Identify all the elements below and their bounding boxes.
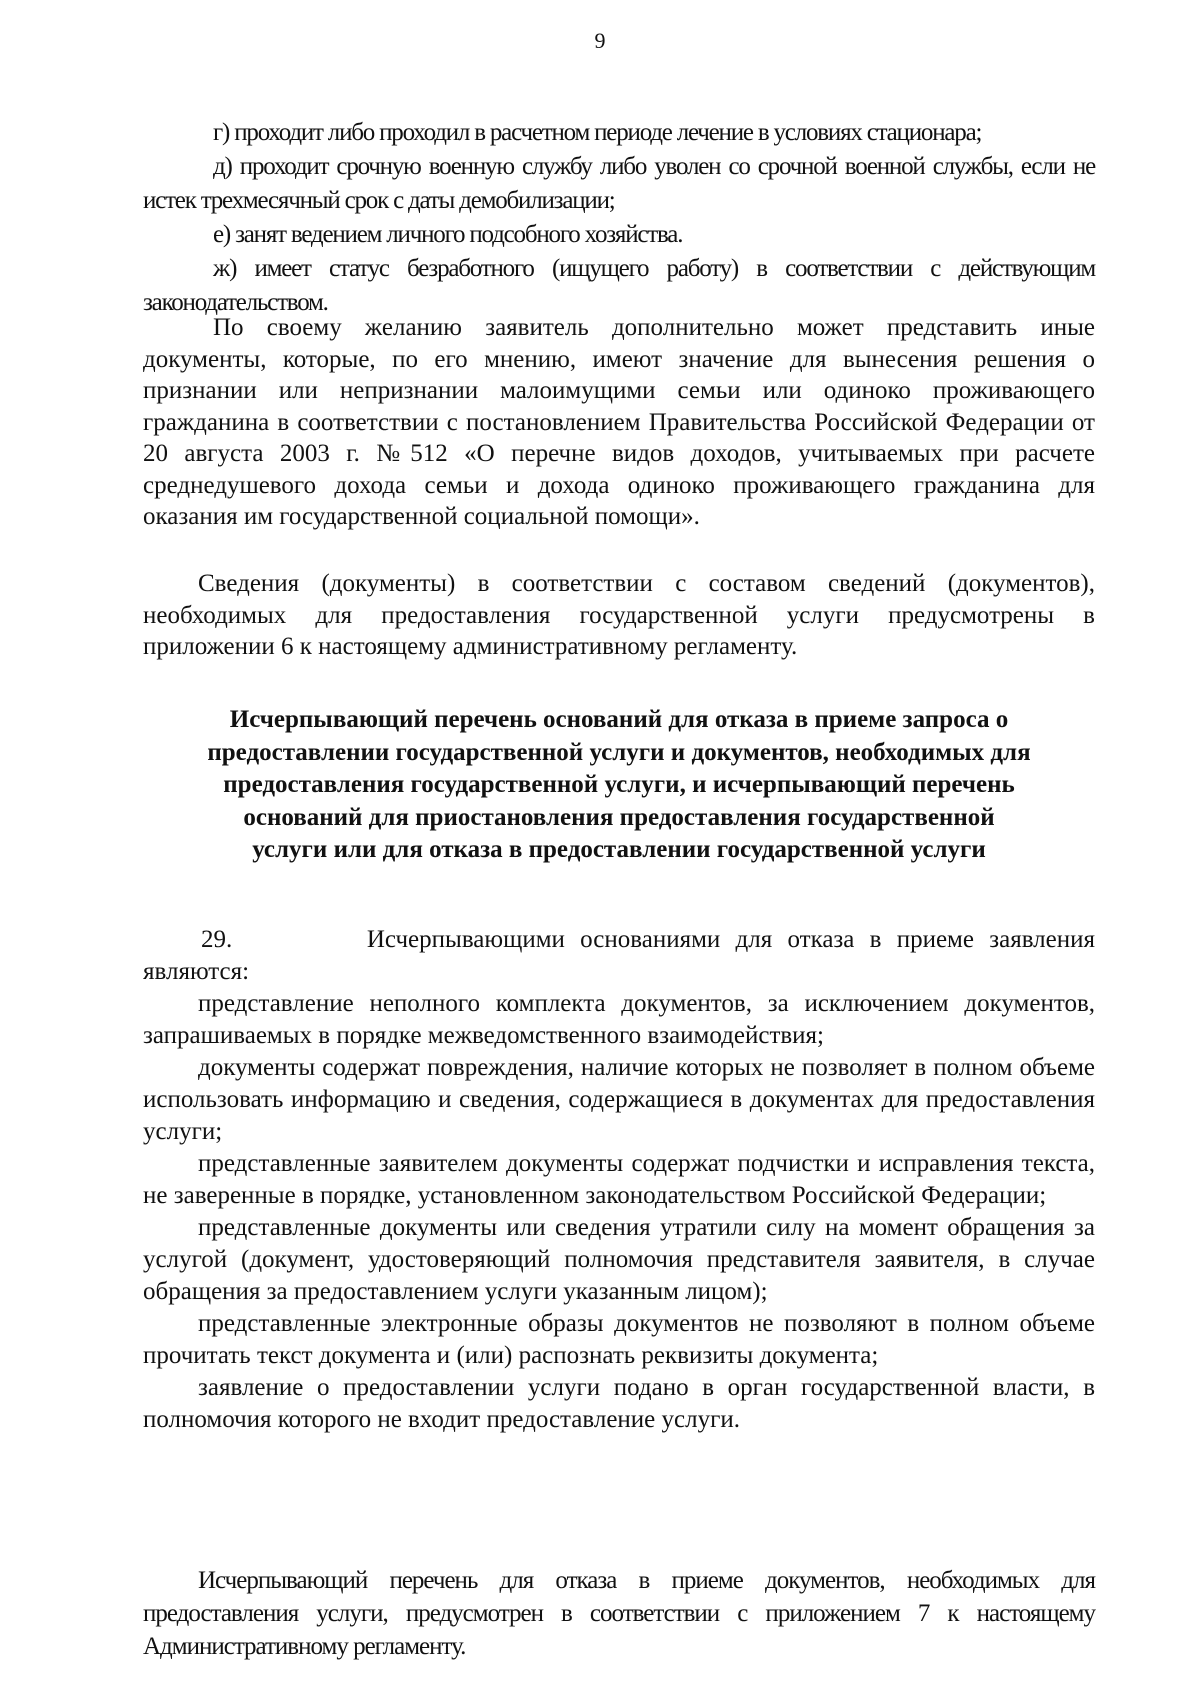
heading-line: Исчерпывающий перечень оснований для отказа в приеме запроса о: [229, 706, 1009, 733]
paragraph: По своему желанию заявитель дополнительно может представить иные документы, которые, по его мнению, имеют значение для вынесения решения о признании или непризнании малоимущими семьи или одиноко проживающего гражданина в соответствии с постановлением Правительства Российской Федерации от 20 августа 2003 г. №512 «О перечне видов доходов, учитываемых при расчете среднедушевого дохода семьи и дохода одиноко проживающего гражданина для оказания им государственной социальной помощи».: [143, 314, 1095, 530]
page-number: 9: [594, 28, 606, 53]
appendix-6-paragraph: [143, 568, 1095, 663]
ground-item: документы содержат повреждения, наличие которых не позволяет в полном объеме использовать информацию и сведения, содержащиеся в документах для предоставления услуги;: [143, 1054, 1095, 1145]
paragraph: Сведения (документы) в соответствии с составом сведений (документов), необходимых для предоставления государственной услуги предусмотрены в приложении 6 к настоящему административному регламенту.: [143, 570, 1095, 660]
section-heading: [143, 704, 1095, 867]
ground-item: представленные заявителем документы содержат подчистки и исправления текста, не заверенные в порядке, установленном законодательством Российской Федерации;: [143, 1150, 1095, 1209]
list-item: г) проходит либо проходил в расчетном периоде лечение в условиях стационара;: [213, 119, 982, 146]
list-item: е) занят ведением личного подсобного хозяйства.: [213, 221, 683, 248]
heading-line: услуги или для отказа в предоставлении государственной услуги: [252, 836, 986, 863]
ground-item: представленные электронные образы документов не позволяют в полном объеме прочитать текст документа и (или) распознать реквизиты документа;: [143, 1310, 1095, 1369]
heading-line: предоставления государственной услуги, и исчерпывающий перечень: [223, 771, 1015, 798]
clause-lead-text: Исчерпывающими основаниями для отказа в приеме заявления: [366, 926, 1095, 953]
optional-documents-paragraph: [143, 312, 1095, 533]
clause-lead: [143, 924, 1095, 956]
closing-paragraph: [143, 1564, 1095, 1663]
intro-list: [143, 116, 1095, 320]
list-item: ж) имеет статус безработного (ищущего работу) в соответствии с действующим законодательством.: [143, 255, 1095, 316]
clause-lead-continuation: являются:: [143, 958, 250, 985]
heading-line: предоставлении государственной услуги и документов, необходимых для: [207, 738, 1031, 766]
ground-item: представление неполного комплекта документов, за исключением документов, запрашиваемых в порядке межведомственного взаимодействия;: [143, 990, 1095, 1049]
heading-line: оснований для приостановления предоставления государственной: [243, 803, 995, 831]
paragraph: Исчерпывающий перечень для отказа в приеме документов, необходимых для предоставления услуги, предусмотрен в соответствии с приложением 7 к настоящему Административному регламенту.: [143, 1567, 1095, 1660]
clause-number: 29.: [201, 926, 233, 953]
clause-29: [143, 924, 1095, 1436]
ground-item: заявление о предоставлении услуги подано в орган государственной власти, в полномочия которого не входит предоставление услуги.: [143, 1374, 1095, 1433]
ground-item: представленные документы или сведения утратили силу на момент обращения за услугой (документ, удостоверяющий полномочия представителя заявителя, в случае обращения за предоставлением услуги указанным лицом);: [143, 1214, 1095, 1305]
list-item: д) проходит срочную военную службу либо уволен со срочной военной службы, если не истек трехмесячный срок с даты демобилизации;: [143, 153, 1095, 214]
